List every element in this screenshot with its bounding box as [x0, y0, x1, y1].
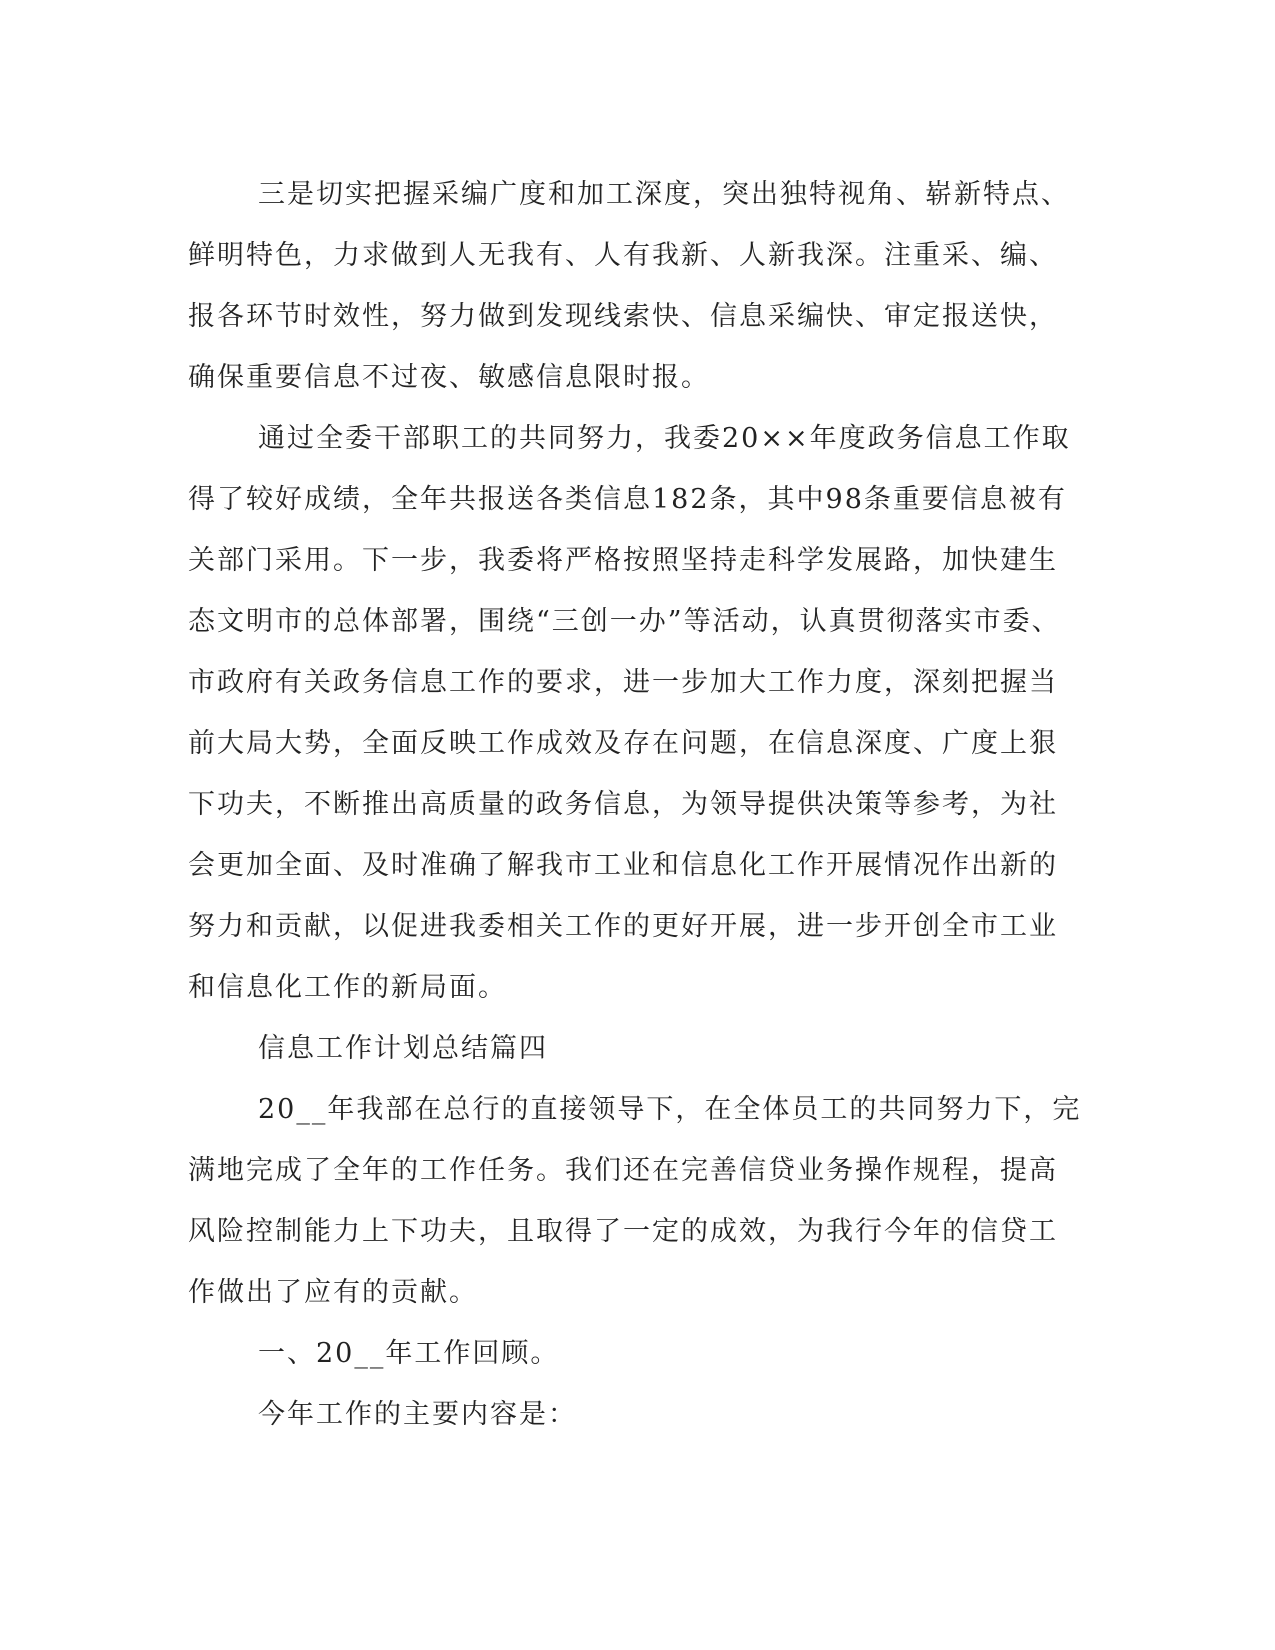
- text-line: 得了较好成绩，全年共报送各类信息182条，其中98条重要信息被有: [188, 484, 1067, 515]
- section-heading: [188, 1018, 1068, 1079]
- text-line: 通过全委干部职工的共同努力，我委20××年度政务信息工作取: [258, 423, 1071, 454]
- text-line: 市政府有关政务信息工作的要求，进一步加大工作力度，深刻把握当: [188, 667, 1058, 698]
- text-line: 努力和贡献，以促进我委相关工作的更好开展，进一步开创全市工业: [188, 911, 1058, 942]
- text-line: 满地完成了全年的工作任务。我们还在完善信贷业务操作规程，提高: [188, 1155, 1058, 1186]
- text-line: 今年工作的主要内容是：: [258, 1399, 577, 1430]
- text-line: 风险控制能力上下功夫，且取得了一定的成效，为我行今年的信贷工: [188, 1216, 1058, 1247]
- text-line: 下功夫，不断推出高质量的政务信息，为领导提供决策等参考，为社: [188, 789, 1058, 820]
- text-line: 一、20__年工作回顾。: [258, 1338, 560, 1369]
- paragraph-collection-principles: [188, 164, 1068, 408]
- text-line: 确保重要信息不过夜、敏感信息限时报。: [188, 362, 710, 393]
- text-line: 20__年我部在总行的直接领导下，在全体员工的共同努力下，完: [258, 1094, 1082, 1125]
- text-line: 报各环节时效性，努力做到发现线索快、信息采编快、审定报送快，: [188, 301, 1058, 332]
- text-line: 鲜明特色，力求做到人无我有、人有我新、人新我深。注重采、编、: [188, 240, 1058, 271]
- text-line: 态文明市的总体部署，围绕“三创一办”等活动，认真贯彻落实市委、: [188, 606, 1061, 637]
- text-line: 作做出了应有的贡献。: [188, 1277, 478, 1308]
- document-body: [188, 164, 1082, 1445]
- text-line: 和信息化工作的新局面。: [188, 972, 507, 1003]
- paragraph-department-summary: [188, 1079, 1082, 1323]
- paragraph-main-content-intro: [188, 1384, 1068, 1445]
- text-line: 三是切实把握采编广度和加工深度，突出独特视角、崭新特点、: [258, 179, 1070, 210]
- subsection-heading: [188, 1323, 1068, 1384]
- text-line: 前大局大势，全面反映工作成效及存在问题，在信息深度、广度上狠: [188, 728, 1058, 759]
- paragraph-annual-results: [188, 408, 1071, 1018]
- text-line: 会更加全面、及时准确了解我市工业和信息化工作开展情况作出新的: [188, 850, 1058, 881]
- text-line: 关部门采用。下一步，我委将严格按照坚持走科学发展路，加快建生: [188, 545, 1058, 576]
- text-line: 信息工作计划总结篇四: [258, 1033, 548, 1064]
